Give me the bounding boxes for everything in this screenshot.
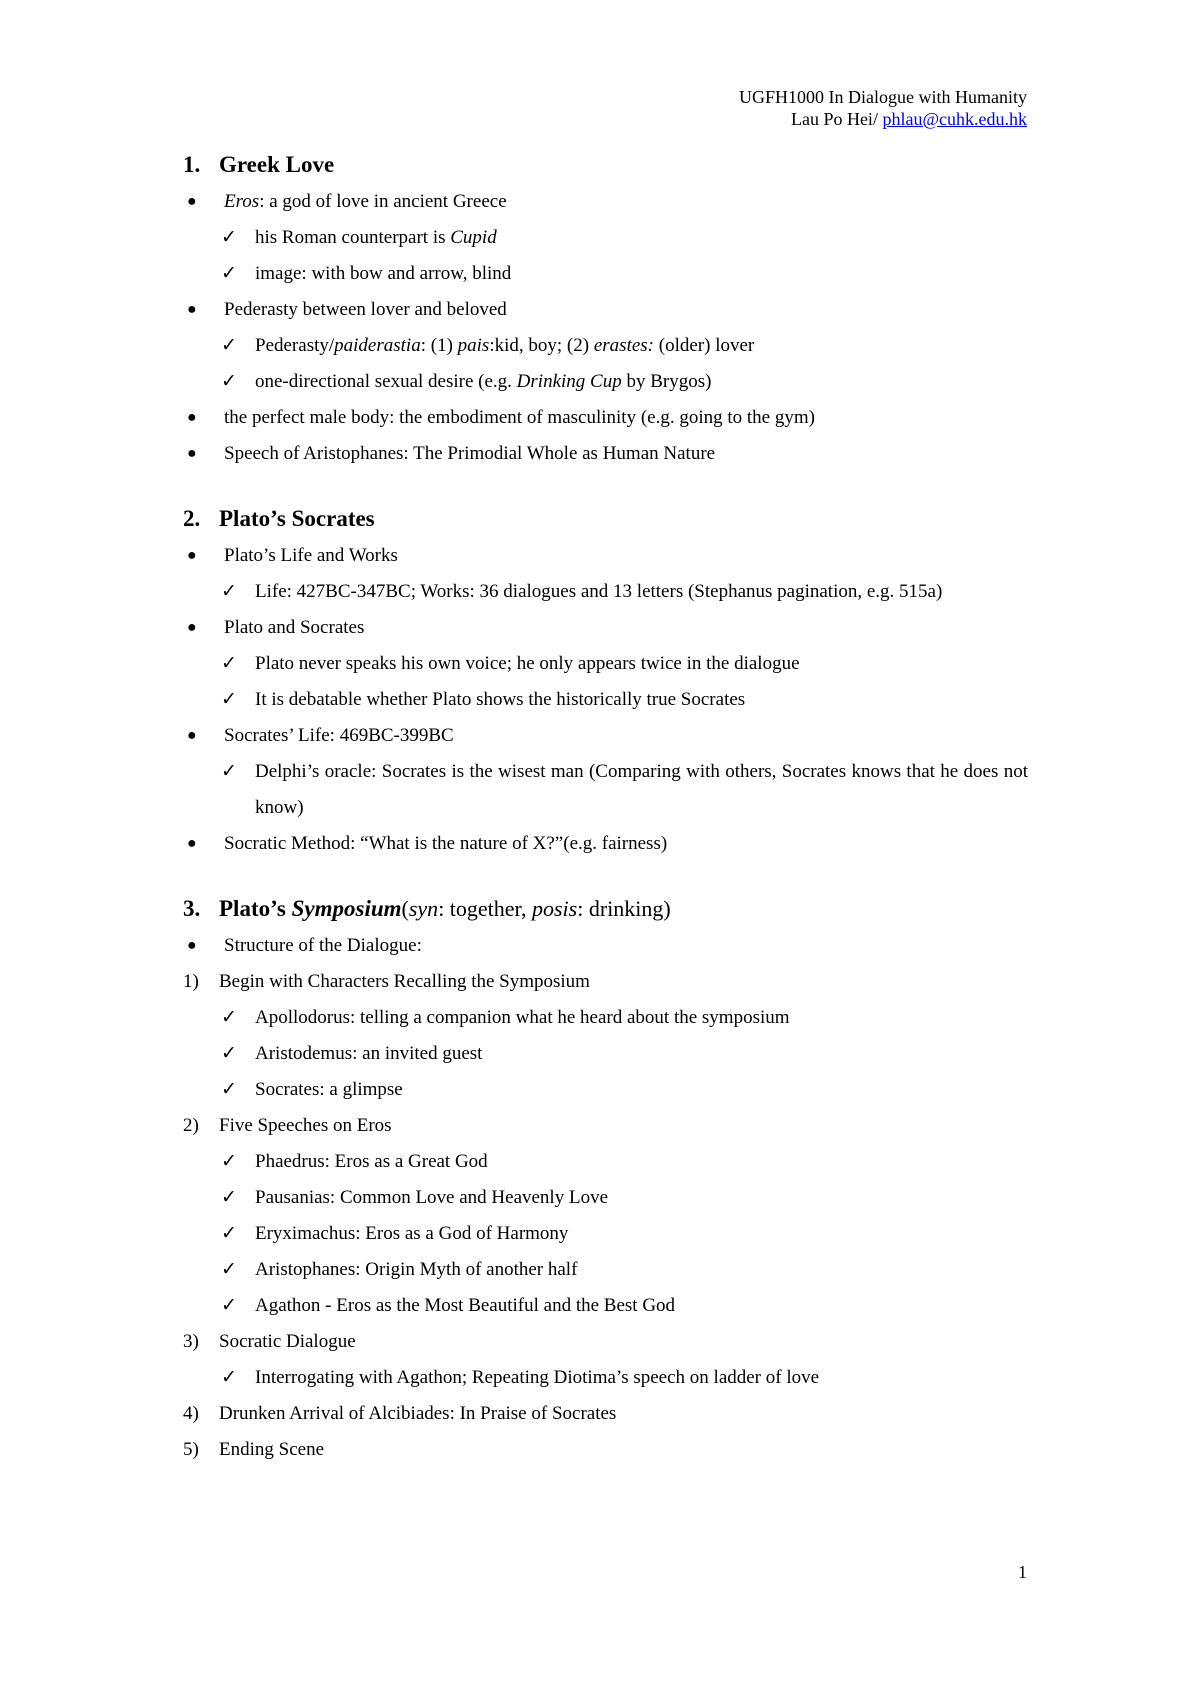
checkmark-icon: ✓ xyxy=(221,1259,237,1280)
numbered-item: 3) Socratic Dialogue xyxy=(183,1324,1028,1360)
check-item: ✓ Life: 427BC-347BC; Works: 36 dialogues and 13 letters (Stephanus pagination, e.g. 515a) xyxy=(183,574,1028,610)
checkmark-icon: ✓ xyxy=(221,1187,237,1208)
checkmark-icon: ✓ xyxy=(221,761,237,782)
section-heading-platos-socrates: 2. Plato’s Socrates xyxy=(183,506,375,531)
numbered-item: 4) Drunken Arrival of Alcibiades: In Praise of Socrates xyxy=(183,1396,1028,1432)
bullet-item: ● Plato’s Life and Works xyxy=(183,538,1028,574)
checkmark-icon: ✓ xyxy=(221,1043,237,1064)
checkmark-icon: ✓ xyxy=(221,1295,237,1316)
section-heading-greek-love: 1. Greek Love xyxy=(183,152,335,177)
checkmark-icon: ✓ xyxy=(221,581,237,602)
bullet-icon: ● xyxy=(187,547,197,564)
check-item: ✓ Apollodorus: telling a companion what he heard about the symposium xyxy=(183,1000,1028,1036)
bullet-item: ● Eros: a god of love in ancient Greece xyxy=(183,184,1028,220)
bullet-item: ● Structure of the Dialogue: xyxy=(183,928,1028,964)
check-item: ✓ Eryximachus: Eros as a God of Harmony xyxy=(183,1216,1028,1252)
bullet-item: ● Speech of Aristophanes: The Primodial Whole as Human Nature xyxy=(183,436,1028,472)
checkmark-icon: ✓ xyxy=(221,1151,237,1172)
checkmark-icon: ✓ xyxy=(221,335,237,356)
check-item: ✓ Pausanias: Common Love and Heavenly Love xyxy=(183,1180,1028,1216)
bullet-icon: ● xyxy=(187,619,197,636)
check-item: ✓ Plato never speaks his own voice; he only appears twice in the dialogue xyxy=(183,646,1028,682)
numbered-item: 5) Ending Scene xyxy=(183,1432,1028,1468)
check-item: ✓ Pederasty/paiderastia: (1) pais:kid, boy; (2) erastes: (older) lover xyxy=(183,328,1028,364)
bullet-icon: ● xyxy=(187,301,197,318)
checkmark-icon: ✓ xyxy=(221,653,237,674)
checkmark-icon: ✓ xyxy=(221,263,237,284)
bullet-icon: ● xyxy=(187,193,197,210)
checkmark-icon: ✓ xyxy=(221,1007,237,1028)
bullet-item: ● Socratic Method: “What is the nature of X?”(e.g. fairness) xyxy=(183,826,1028,862)
bullet-icon: ● xyxy=(187,937,197,954)
email-link[interactable]: phlau@cuhk.edu.hk xyxy=(882,109,1027,129)
section-heading-platos-symposium: 3. Plato’s Symposium(syn: together, posis: drinking) xyxy=(183,896,671,921)
check-item: ✓ It is debatable whether Plato shows the historically true Socrates xyxy=(183,682,1028,718)
checkmark-icon: ✓ xyxy=(221,227,237,248)
list-number: 1) xyxy=(183,971,199,992)
bullet-item: ● Socrates’ Life: 469BC-399BC xyxy=(183,718,1028,754)
bullet-icon: ● xyxy=(187,835,197,852)
heading-subtitle: (syn: together, posis: drinking) xyxy=(401,896,671,921)
checkmark-icon: ✓ xyxy=(221,1079,237,1100)
author-name: Lau Po Hei/ xyxy=(790,109,883,129)
check-item: ✓ Aristodemus: an invited guest xyxy=(183,1036,1028,1072)
checkmark-icon: ✓ xyxy=(221,689,237,710)
author-line xyxy=(739,108,1027,130)
page-header xyxy=(739,86,1027,130)
bullet-icon: ● xyxy=(187,727,197,744)
list-number: 2) xyxy=(183,1115,199,1136)
check-item: ✓ image: with bow and arrow, blind xyxy=(183,256,1028,292)
bullet-item: ● Pederasty between lover and beloved xyxy=(183,292,1028,328)
check-item: ✓ Delphi’s oracle: Socrates is the wisest man (Comparing with others, Socrates knows that he does not know) xyxy=(183,754,1028,826)
bullet-item: ● Plato and Socrates xyxy=(183,610,1028,646)
list-number: 5) xyxy=(183,1439,199,1460)
check-item: ✓ Aristophanes: Origin Myth of another half xyxy=(183,1252,1028,1288)
check-item: ✓ Interrogating with Agathon; Repeating Diotima’s speech on ladder of love xyxy=(183,1360,1028,1396)
list-number: 4) xyxy=(183,1403,199,1424)
course-title: UGFH1000 In Dialogue with Humanity xyxy=(739,87,1027,107)
check-item: ✓ his Roman counterpart is Cupid xyxy=(183,220,1028,256)
checkmark-icon: ✓ xyxy=(221,371,237,392)
bullet-icon: ● xyxy=(187,409,197,426)
numbered-item: 2) Five Speeches on Eros xyxy=(183,1108,1028,1144)
page-number: 1 xyxy=(1018,1562,1027,1582)
checkmark-icon: ✓ xyxy=(221,1223,237,1244)
check-item: ✓ Agathon - Eros as the Most Beautiful and the Best God xyxy=(183,1288,1028,1324)
numbered-item: 1) Begin with Characters Recalling the Symposium xyxy=(183,964,1028,1000)
check-item: ✓ one-directional sexual desire (e.g. Drinking Cup by Brygos) xyxy=(183,364,1028,400)
notes-content xyxy=(183,150,1028,1468)
check-item: ✓ Socrates: a glimpse xyxy=(183,1072,1028,1108)
check-item: ✓ Phaedrus: Eros as a Great God xyxy=(183,1144,1028,1180)
bullet-item: ● the perfect male body: the embodiment of masculinity (e.g. going to the gym) xyxy=(183,400,1028,436)
bullet-icon: ● xyxy=(187,445,197,462)
list-number: 3) xyxy=(183,1331,199,1352)
checkmark-icon: ✓ xyxy=(221,1367,237,1388)
